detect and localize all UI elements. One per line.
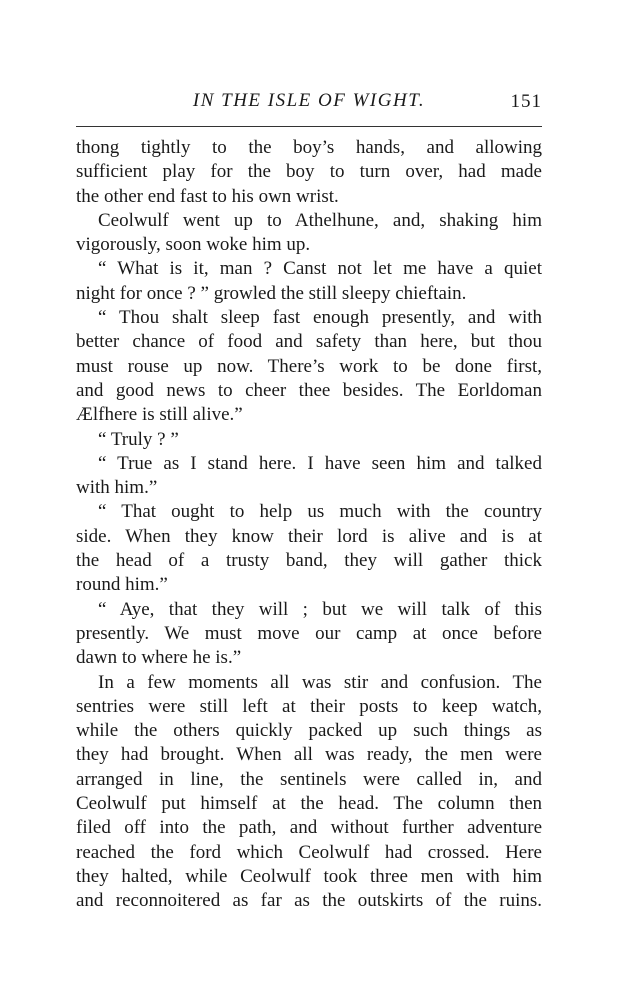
text-line: they halted, while Ceolwulf took three men with him <box>76 865 542 887</box>
page-number: 151 <box>510 91 542 112</box>
header-rule <box>76 126 542 127</box>
text-line: “ Thou shalt sleep fast enough presently, and with <box>98 307 542 329</box>
text-line: reached the ford which Ceolwulf had crossed. Here <box>76 841 542 863</box>
text-line: Ceolwulf went up to Athelhune, and, shaking him <box>98 209 542 231</box>
running-head <box>76 90 542 120</box>
text-line: “ Truly ? ” <box>98 428 179 450</box>
text-line: and good news to cheer thee besides. The Eorldoman <box>76 379 542 401</box>
text-line: dawn to where he is.” <box>76 647 242 669</box>
text-line: night for once ? ” growled the still sleepy chieftain. <box>76 282 467 304</box>
text-line: with him.” <box>76 477 158 499</box>
text-line: Ceolwulf put himself at the head. The column then <box>76 793 542 815</box>
text-line: side. When they know their lord is alive and is at <box>76 525 542 547</box>
text-line: and reconnoitered as far as the outskirts of the ruins. <box>76 890 542 912</box>
text-line: the head of a trusty band, they will gather thick <box>76 550 542 572</box>
text-line: the other end fast to his own wrist. <box>76 185 339 207</box>
text-line: Ælfhere is still alive.” <box>76 404 243 426</box>
text-line: arranged in line, the sentinels were called in, and <box>76 768 542 790</box>
text-line: vigorously, soon woke him up. <box>76 234 311 256</box>
text-line: must rouse up now. There’s work to be done first, <box>76 355 542 377</box>
text-line: “ Aye, that they will ; but we will talk of this <box>98 598 542 620</box>
text-line: “ What is it, man ? Canst not let me have a quiet <box>98 258 542 280</box>
text-line: thong tightly to the boy’s hands, and allowing <box>76 137 542 158</box>
text-line: better chance of food and safety than here, but thou <box>76 331 542 353</box>
text-line: In a few moments all was stir and confusion. The <box>98 671 542 693</box>
text-line: filed off into the path, and without further adventure <box>76 817 542 839</box>
text-line: sufficient play for the boy to turn over, had made <box>76 161 542 183</box>
text-line: “ True as I stand here. I have seen him and talked <box>98 452 542 474</box>
text-line: while the others quickly packed up such things as <box>76 720 542 742</box>
body-text <box>76 136 542 914</box>
text-line: they had brought. When all was ready, the men were <box>76 744 542 766</box>
text-line: presently. We must move our camp at once before <box>76 622 542 644</box>
text-line: round him.” <box>76 574 168 596</box>
text-line: “ That ought to help us much with the country <box>98 501 542 523</box>
text-line: sentries were still left at their posts to keep watch, <box>76 695 542 717</box>
running-title: IN THE ISLE OF WIGHT. <box>192 90 426 111</box>
